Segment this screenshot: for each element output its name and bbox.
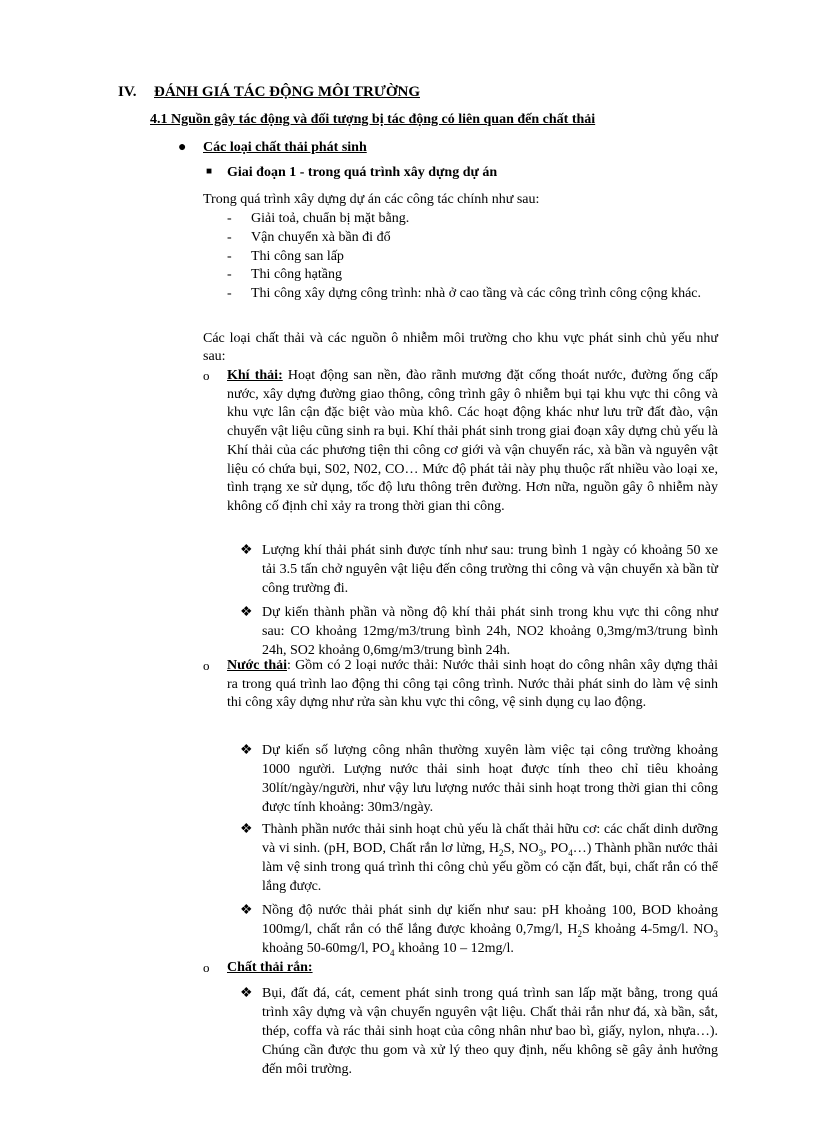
wastewater-description: : Gồm có 2 loại nước thải: Nước thải sinh hoạt do công nhân xây dựng thải ra trong quá trình lao động thi công tại công trình. Nước thải phát sinh do làm vệ sinh thi công xây dựng như rửa sàn khu vực thi công, vệ sinh dụng cụ lao động. <box>227 658 718 711</box>
dash-marker: - <box>227 267 232 282</box>
wastewater-subitem <box>240 901 718 958</box>
phase-heading-text: Giai đoạn 1 - trong quá trình xây dựng dự án <box>227 165 498 180</box>
emissions-subitem-text: Dự kiến thành phần và nồng độ khí thải phát sinh trong khu vực thi công như sau: CO khoảng 12mg/m3/trung bình 24h, NO2 khoảng 0,3mg/m3/trung bình 24h, SO2 khoảng 0,6mg/m3/trung bình 24h. <box>262 605 718 658</box>
bullet-icon: ● <box>178 140 187 155</box>
section-title: ĐÁNH GIÁ TÁC ĐỘNG MÔI TRƯỜNG <box>154 84 420 100</box>
dash-marker: - <box>227 249 232 264</box>
phase-heading <box>206 165 497 181</box>
intro-paragraph: Trong quá trình xây dựng dự án các công tác chính như sau: <box>203 192 540 207</box>
dash-marker: - <box>227 211 232 226</box>
bullet-heading-text: Các loại chất thải phát sinh <box>203 140 367 155</box>
dash-list-item <box>227 248 718 266</box>
solid-waste-text <box>227 959 718 978</box>
wastewater-subitem-text: Thành phần nước thải sinh hoạt chủ yếu là chất thải hữu cơ: các chất dinh dưỡng và vi sinh. (pH, BOD, Chất rắn lơ lửng, $H_2S$, $NO_3$, $PO_4\dots$) Thành phần nước thải làm vệ sinh trong quá trình thi công chủ yếu gồm có cặn đất, bụi, chất rắn có thể lắng được. <box>262 822 719 894</box>
emissions-label: Khí thải: <box>227 368 283 383</box>
pollution-sources-paragraph: Các loại chất thải và các nguồn ô nhiễm môi trường cho khu vực phát sinh chủ yếu như sau: <box>203 331 718 364</box>
emissions-description: Hoạt động san nền, đào rãnh mương đặt cống thoát nước, đường ống cấp nước, xây dựng đường giao thông, công trình gây ô nhiễm bụi tại khu vực thi công và khu vực lân cận đặc biệt vào mùa khô. Các hoạt động khác như lưu trữ đất đào, vận chuyển vật liệu cũng sinh ra bụi. Khí thải phát sinh trong giai đoạn xây dựng chủ yếu là Khí thải của các phương tiện thi công cơ giới và vận chuyển rác, xà bần và nguyên vật liệu có chứa bụi, S02, N02, CO… Mức độ phát tải này phụ thuộc rất nhiều vào loại xe, tình trạng xe sử dụng, tốc độ lưu thông trên đường. Hơn nữa, nguồn gây ô nhiễm này không cố định chỉ xảy ra trong thời gian thi công. <box>227 368 718 514</box>
dash-marker: - <box>227 286 232 301</box>
wastewater-subitem-text: Dự kiến số lượng công nhân thường xuyên làm việc tại công trường khoảng 1000 người. Lượng nước thải sinh hoạt được tính theo chỉ tiêu khoảng 30lít/ngày/người, như vậy lưu lượng nước thải sinh hoạt trong thời gian thi công được tính khoảng: 30m3/ngày. <box>262 743 718 815</box>
diamond-bullet-icon: ❖ <box>240 986 253 1001</box>
solid-waste-item <box>203 959 718 978</box>
wastewater-subitem <box>240 820 718 896</box>
subsection-heading: 4.1 Nguồn gây tác động và đối tượng bị tác động có liên quan đến chất thải <box>150 112 596 127</box>
dash-item-text: Vận chuyển xà bần đi đổ <box>251 230 391 245</box>
circle-bullet-icon: o <box>203 368 210 383</box>
solid-waste-subitem-text: Bụi, đất đá, cát, cement phát sinh trong quá trình san lấp mặt bằng, trong quá trình xây dựng và vận chuyển nguyên vật liệu. Chất thải rắn như đá, xà bần, sắt, thép, coffa và rác thải sinh hoạt của công nhân như bao bì, giấy, nylon, nhựa…). Chúng cần được thu gom và xử lý theo quy định, nếu không sẽ gây ảnh hưởng đến môi trường. <box>262 986 718 1077</box>
section-heading <box>118 84 420 101</box>
square-bullet-icon: ■ <box>206 166 213 177</box>
section-number: IV. <box>118 84 137 100</box>
diamond-bullet-icon: ❖ <box>240 605 253 620</box>
bullet-heading-waste-types <box>178 140 367 156</box>
dash-marker: - <box>227 230 232 245</box>
dash-item-text: Thi công xây dựng công trình: nhà ở cao tầng và các công trình công cộng khác. <box>251 286 702 301</box>
circle-bullet-icon: o <box>203 658 210 673</box>
wastewater-subitem <box>240 741 718 817</box>
dash-list-item <box>227 210 718 228</box>
dash-item-text: Thi công san lấp <box>251 249 344 264</box>
wastewater-text <box>227 657 718 713</box>
dash-list-item <box>227 229 718 247</box>
emissions-text <box>227 367 718 517</box>
solid-waste-label: Chất thải rắn: <box>227 960 313 975</box>
emissions-subitem <box>240 603 718 660</box>
wastewater-item <box>203 657 718 713</box>
diamond-bullet-icon: ❖ <box>240 543 253 558</box>
diamond-bullet-icon: ❖ <box>240 822 253 837</box>
emissions-item <box>203 367 718 517</box>
circle-bullet-icon: o <box>203 960 210 975</box>
diamond-bullet-icon: ❖ <box>240 903 253 918</box>
wastewater-subitem-text: Nồng độ nước thải phát sinh dự kiến như sau: pH khoảng 100, BOD khoảng 100mg/l, chất rắn có thể lắng được khoảng 0,7mg/l, $H_2S$ khoảng 4-5mg/l. $NO_3$ khoảng 50-60mg/l, $PO_4$ khoảng 10 – 12mg/l. <box>262 903 718 958</box>
emissions-subitem <box>240 541 718 598</box>
dash-list-item <box>227 266 718 284</box>
solid-waste-subitem <box>240 984 718 1079</box>
emissions-subitem-text: Lượng khí thải phát sinh được tính như sau: trung bình 1 ngày có khoảng 50 xe tải 3.5 tấn chở nguyên vật liệu đến công trường thi công và vận chuyển xà bần từ công trường đi. <box>262 543 718 596</box>
dash-list-item <box>227 285 718 303</box>
dash-item-text: Thi công hạtầng <box>251 267 342 282</box>
dash-item-text: Giải toả, chuẩn bị mặt bằng. <box>251 211 410 226</box>
diamond-bullet-icon: ❖ <box>240 743 253 758</box>
wastewater-label: Nước thải <box>227 658 287 673</box>
